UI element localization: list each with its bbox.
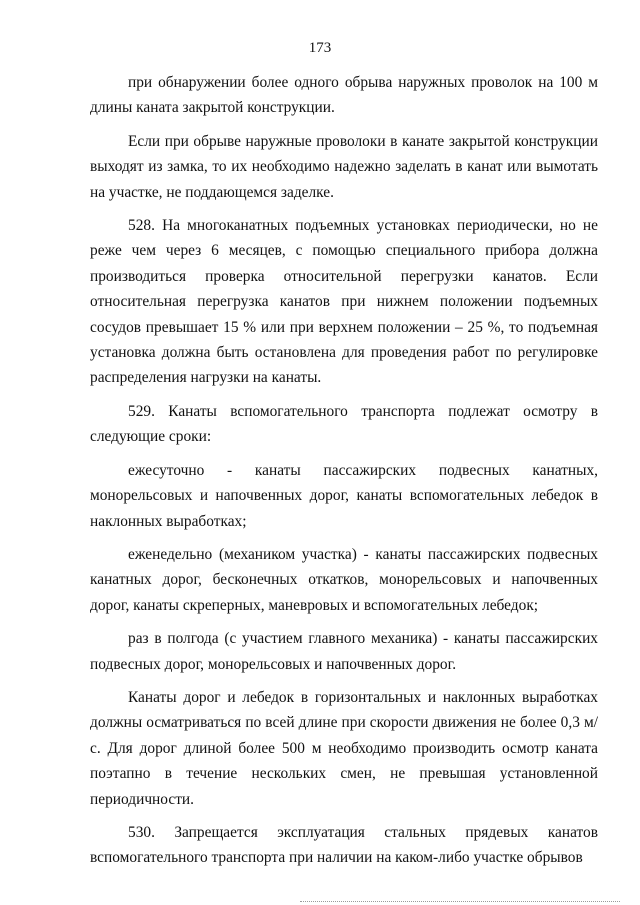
- paragraph-daily: ежесуточно - канаты пассажирских подвесных канатных, монорельсовых и напочвенных дорог, канаты вспомогательных лебедок в наклонных выработках;: [90, 461, 598, 530]
- paragraph-530: 530. Запрещается эксплуатация стальных прядевых канатов вспомогательного транспорта при наличии на каком-либо участке обрывов: [90, 823, 598, 867]
- paragraph-gap: [90, 812, 598, 820]
- page-body: [90, 70, 598, 871]
- paragraph-gap: [90, 450, 598, 458]
- paragraph-semiannual: раз в полгода (с участием главного механика) - канаты пассажирских подвесных дорог, монорельсовых и напочвенных дорог.: [90, 630, 598, 673]
- paragraph-gap: [90, 205, 598, 213]
- scan-bottom-edge: [300, 901, 620, 905]
- paragraph-gap: [90, 618, 598, 626]
- paragraph-2: Если при обрыве наружные проволоки в канате закрытой конструкции выходят из замка, то их необходимо надежно заделать в канат или вымотать на участке, не поддающемся заделке.: [90, 132, 598, 201]
- paragraph-gap: [90, 534, 598, 542]
- paragraph-528: 528. На многоканатных подъемных установках периодически, но не реже чем через 6 месяцев, с помощью специального прибора должна производиться проверка относительной перегрузки канатов. Если относительная перегрузка канатов при нижнем положении подъемных сосудов превышает 15 % или при верхнем положении – 25 %, то подъемная установка должна быть остановлена для проведения работ по регулировке распределения нагрузки на канаты.: [90, 217, 598, 387]
- paragraph-inspection-speed: Канаты дорог и лебедок в горизонтальных и наклонных выработках должны осматриваться по всей длине при скорости движения не более 0,3 м/с. Для дорог длиной более 500 м необходимо производить осмотр каната поэтапно в течение нескольких смен, не превышая установленной периодичности.: [90, 688, 598, 808]
- paragraph-gap: [90, 391, 598, 399]
- paragraph-1: при обнаружении более одного обрыва наружных проволок на 100 м длины каната закрытой конструкции.: [90, 74, 598, 117]
- paragraph-weekly: еженедельно (механиком участка) - канаты пассажирских подвесных канатных дорог, бесконечных откатков, монорельсовых и напочвенных дорог, канаты скреперных, маневровых и вспомогательных лебедок;: [90, 545, 598, 614]
- paragraph-gap: [90, 121, 598, 129]
- paragraph-529: 529. Канаты вспомогательного транспорта подлежат осмотру в следующие сроки:: [90, 402, 598, 446]
- paragraph-gap: [90, 677, 598, 685]
- page-number: 173: [308, 40, 332, 56]
